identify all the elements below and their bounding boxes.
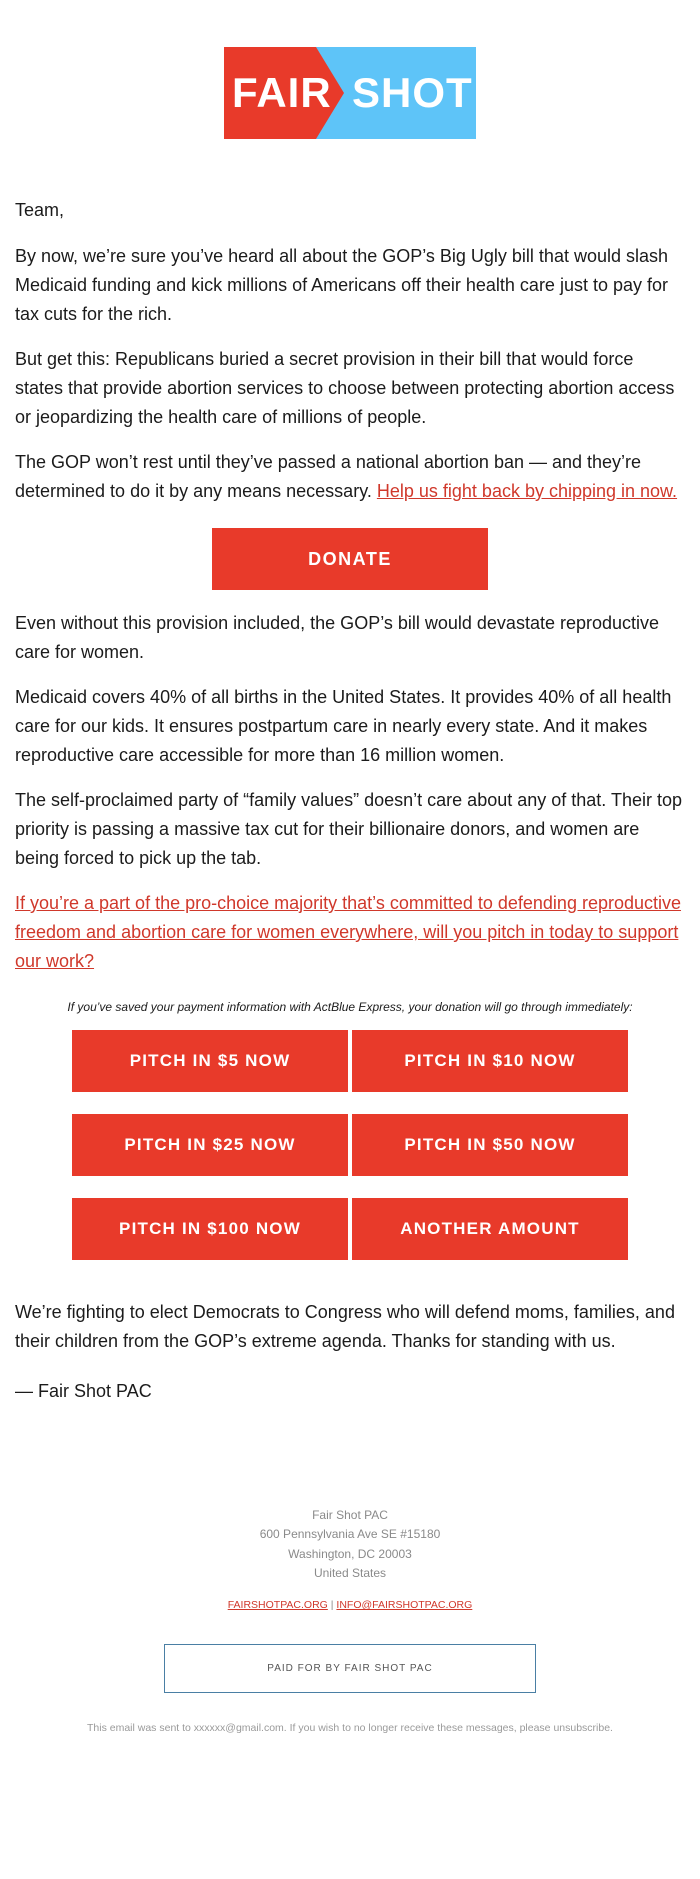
pitch-100-button[interactable]: PITCH IN $100 NOW [72, 1198, 348, 1260]
greeting: Team, [15, 200, 65, 220]
fair-shot-logo [224, 47, 476, 139]
footer-city: Washington, DC 20003 [288, 1547, 412, 1561]
donate-button[interactable]: DONATE [212, 528, 488, 590]
logo-word-shot: SHOT [352, 69, 473, 116]
another-amount-button[interactable]: ANOTHER AMOUNT [352, 1198, 628, 1260]
paragraph-medicaid-bill: By now, we’re sure you’ve heard all about the GOP’s Big Ugly bill that would slash Medicaid funding and kick millions of Americans off their health care just to pay for tax cuts for the rich. [15, 246, 669, 324]
pitch-10-button[interactable]: PITCH IN $10 NOW [352, 1030, 628, 1092]
website-link[interactable]: FAIRSHOTPAC.ORG [227, 1599, 328, 1611]
pitch-25-button[interactable]: PITCH IN $25 NOW [72, 1114, 348, 1176]
paragraph-abortion-ban-text: The GOP won’t rest until they’ve passed a national abortion ban — and they’re determined to do it by any means necessary. [15, 452, 642, 501]
chip-in-link[interactable]: Help us fight back by chipping in now. [376, 481, 678, 501]
actblue-express-note: If you’ve saved your payment information with ActBlue Express, your donation will go through immediately: [67, 1000, 633, 1014]
unsubscribe-notice: This email was sent to xxxxxx@gmail.com. If you wish to no longer receive these messages, please unsubscribe. [87, 1722, 613, 1734]
pro-choice-donate-link[interactable]: If you’re a part of the pro-choice majority that’s committed to defending reproductive freedom and abortion care for women everywhere, will you pitch in today to support our work? [15, 893, 682, 971]
email-link[interactable]: INFO@FAIRSHOTPAC.ORG [336, 1599, 473, 1611]
paid-for-text: PAID FOR BY FAIR SHOT PAC [267, 1663, 433, 1674]
footer-country: United States [313, 1566, 387, 1580]
signoff: — Fair Shot PAC [15, 1381, 152, 1401]
paragraph-closing: We’re fighting to elect Democrats to Congress who will defend moms, families, and their children from the GOP’s extreme agenda. Thanks for standing with us. [15, 1302, 675, 1351]
logo-word-fair: FAIR [232, 69, 332, 116]
paid-for-disclaimer [164, 1644, 536, 1693]
footer-org-name: Fair Shot PAC [312, 1508, 388, 1522]
footer-links [0, 1597, 700, 1613]
pitch-5-button[interactable]: PITCH IN $5 NOW [72, 1030, 348, 1092]
paragraph-pro-choice-ask [15, 889, 685, 976]
paragraph-family-values: The self-proclaimed party of “family values” doesn’t care about any of that. Their top priority is passing a massive tax cut for their billionaire donors, and women are being forced to pick up the tab. [15, 790, 682, 868]
paragraph-devastate-care: Even without this provision included, the GOP’s bill would devastate reproductive care for women. [15, 613, 660, 662]
footer-link-separator: | [330, 1599, 334, 1611]
pitch-50-button[interactable]: PITCH IN $50 NOW [352, 1114, 628, 1176]
paragraph-abortion-ban [15, 448, 685, 506]
footer-street: 600 Pennsylvania Ave SE #15180 [259, 1527, 441, 1541]
paragraph-secret-provision: But get this: Republicans buried a secret provision in their bill that would force states that provide abortion services to choose between protecting abortion access or jeopardizing the health care of millions of people. [15, 349, 675, 427]
paragraph-medicaid-stats: Medicaid covers 40% of all births in the United States. It provides 40% of all health care for our kids. It ensures postpartum care in nearly every state. And it makes reproductive care accessible for more than 16 million women. [15, 687, 672, 765]
